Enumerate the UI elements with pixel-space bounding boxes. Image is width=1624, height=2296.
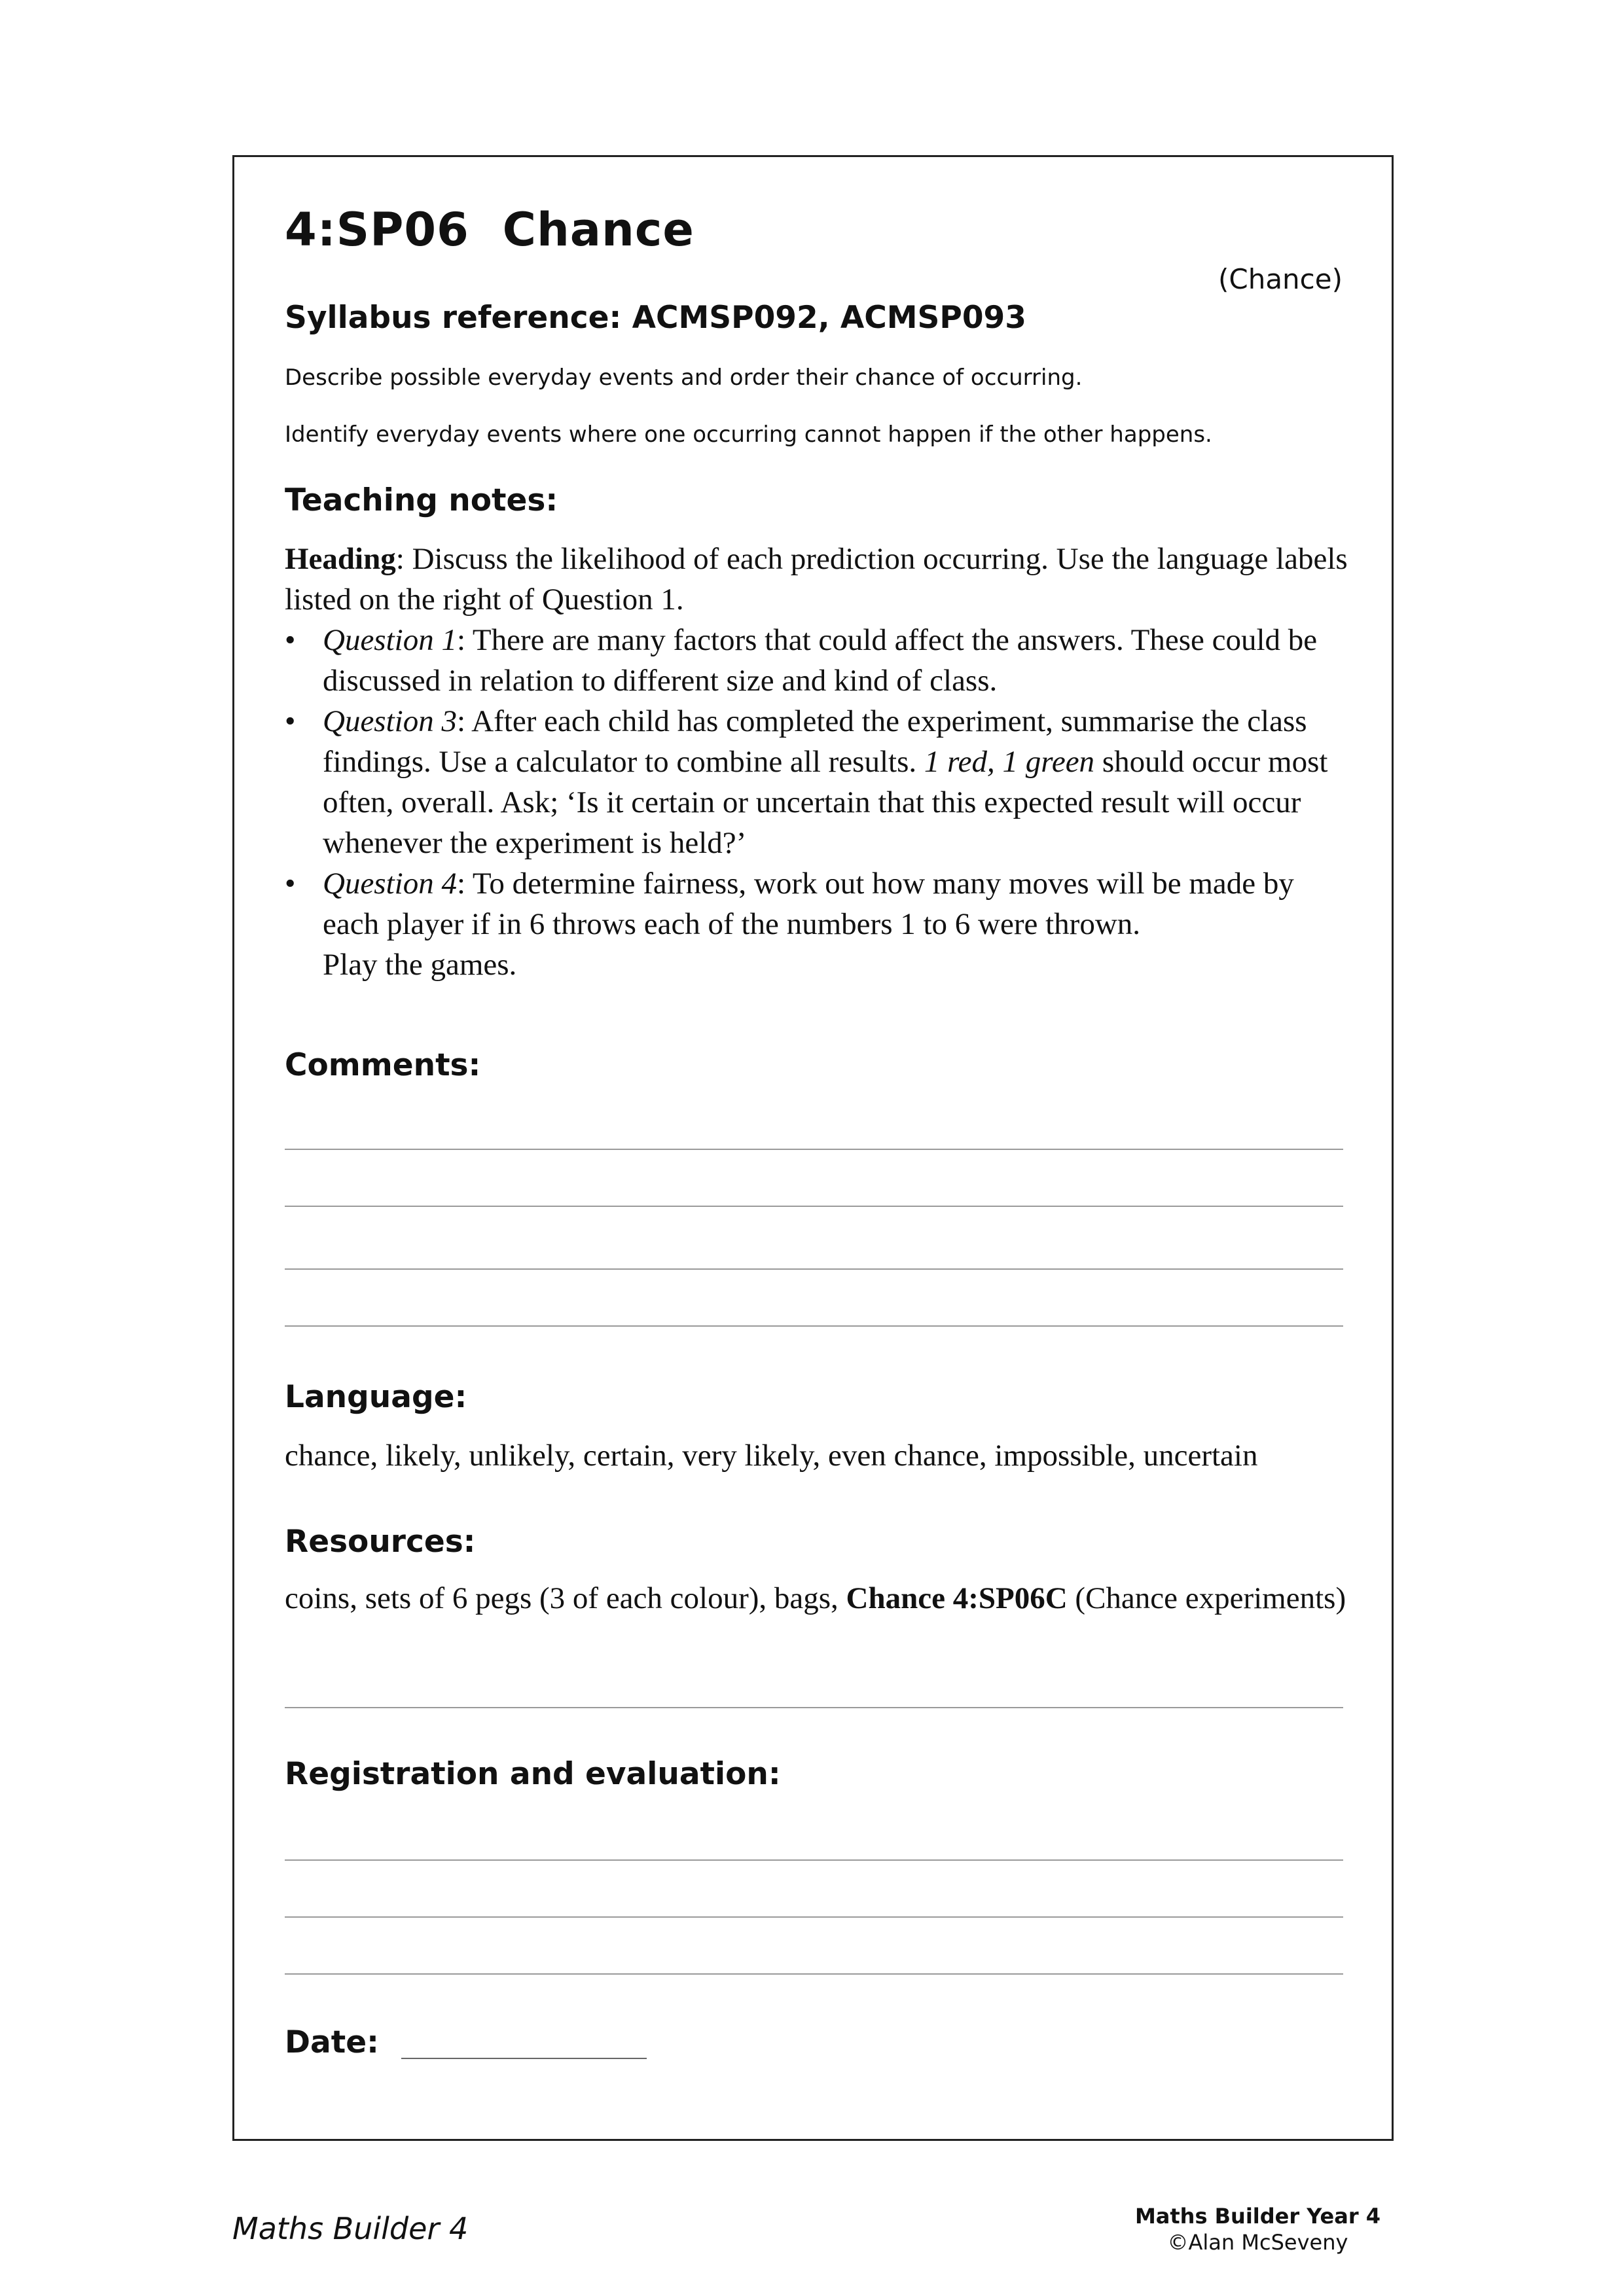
resources-line xyxy=(285,1707,1343,1708)
description-1: Describe possible everyday events and order their chance of occurring. xyxy=(285,365,1083,391)
question-label: Question 1 xyxy=(323,623,457,657)
registration-line-1[interactable] xyxy=(285,1859,1343,1861)
teaching-notes-heading: Teaching notes: xyxy=(285,482,558,518)
question-text-after: should occur most often, overall. Ask; ‘Is it certain or uncertain that this expected result will occur whenever the experiment is held?’ xyxy=(323,745,1328,860)
question-text: : To determine fairness, work out how many moves will be made by each player if in 6 throws each of the numbers 1 to 6 were thrown. xyxy=(323,867,1294,941)
date-label: Date: xyxy=(285,2024,379,2060)
registration-line-2[interactable] xyxy=(285,1916,1343,1918)
question-label: Question 3 xyxy=(323,704,457,738)
comments-line-4[interactable] xyxy=(285,1325,1343,1327)
list-item xyxy=(285,620,1348,701)
resources-text xyxy=(285,1578,1348,1619)
language-text: chance, likely, unlikely, certain, very likely, even chance, impossible, uncertain xyxy=(285,1439,1258,1473)
footer-series-name: Maths Builder 4 xyxy=(232,2211,469,2246)
description-2: Identify everyday events where one occurring cannot happen if the other happens. xyxy=(285,422,1212,448)
resources-worksheet-ref: Chance 4:SP06C xyxy=(846,1581,1068,1615)
list-item xyxy=(285,701,1348,863)
intro-text: : Discuss the likelihood of each prediction occurring. Use the language labels listed on the right of Question 1. xyxy=(285,542,1348,617)
list-item xyxy=(285,863,1348,985)
teaching-notes-intro xyxy=(285,539,1348,620)
footer-credits xyxy=(1135,2203,1380,2255)
teaching-notes-body xyxy=(285,539,1348,985)
comments-heading: Comments: xyxy=(285,1047,481,1083)
language-heading: Language: xyxy=(285,1379,467,1415)
resources-text-after: (Chance experiments) xyxy=(1067,1581,1346,1615)
date-field-line[interactable] xyxy=(401,2058,647,2059)
teaching-notes-list xyxy=(285,620,1348,985)
question-text-line2: Play the games. xyxy=(323,948,517,982)
footer-book-title: Maths Builder Year 4 xyxy=(1134,2204,1380,2229)
comments-line-2[interactable] xyxy=(285,1206,1343,1207)
resources-heading: Resources: xyxy=(285,1524,476,1560)
title-code: 4:SP06 xyxy=(285,203,469,257)
page-title xyxy=(285,203,695,257)
comments-line-3[interactable] xyxy=(285,1268,1343,1270)
registration-line-3[interactable] xyxy=(285,1973,1343,1975)
registration-heading: Registration and evaluation: xyxy=(285,1756,781,1792)
resources-text-before: coins, sets of 6 pegs (3 of each colour), bags, xyxy=(285,1581,846,1615)
question-text: : After each child has completed the experiment, summarise the class findings. Use a calculator to combine all results. xyxy=(323,704,1307,779)
question-emphasis: 1 red, 1 green xyxy=(924,745,1095,779)
question-label: Question 4 xyxy=(323,867,457,901)
strand-label: (Chance) xyxy=(1218,263,1343,295)
page-frame xyxy=(232,155,1394,2141)
syllabus-reference: Syllabus reference: ACMSP092, ACMSP093 xyxy=(285,300,1026,336)
question-text: : There are many factors that could affect the answers. These could be discussed in relation to different size and kind of class. xyxy=(323,623,1318,698)
comments-line-1[interactable] xyxy=(285,1149,1343,1150)
title-name: Chance xyxy=(502,203,695,257)
footer-copyright: ©Alan McSeveny xyxy=(1167,2230,1348,2255)
intro-label: Heading xyxy=(285,542,396,576)
